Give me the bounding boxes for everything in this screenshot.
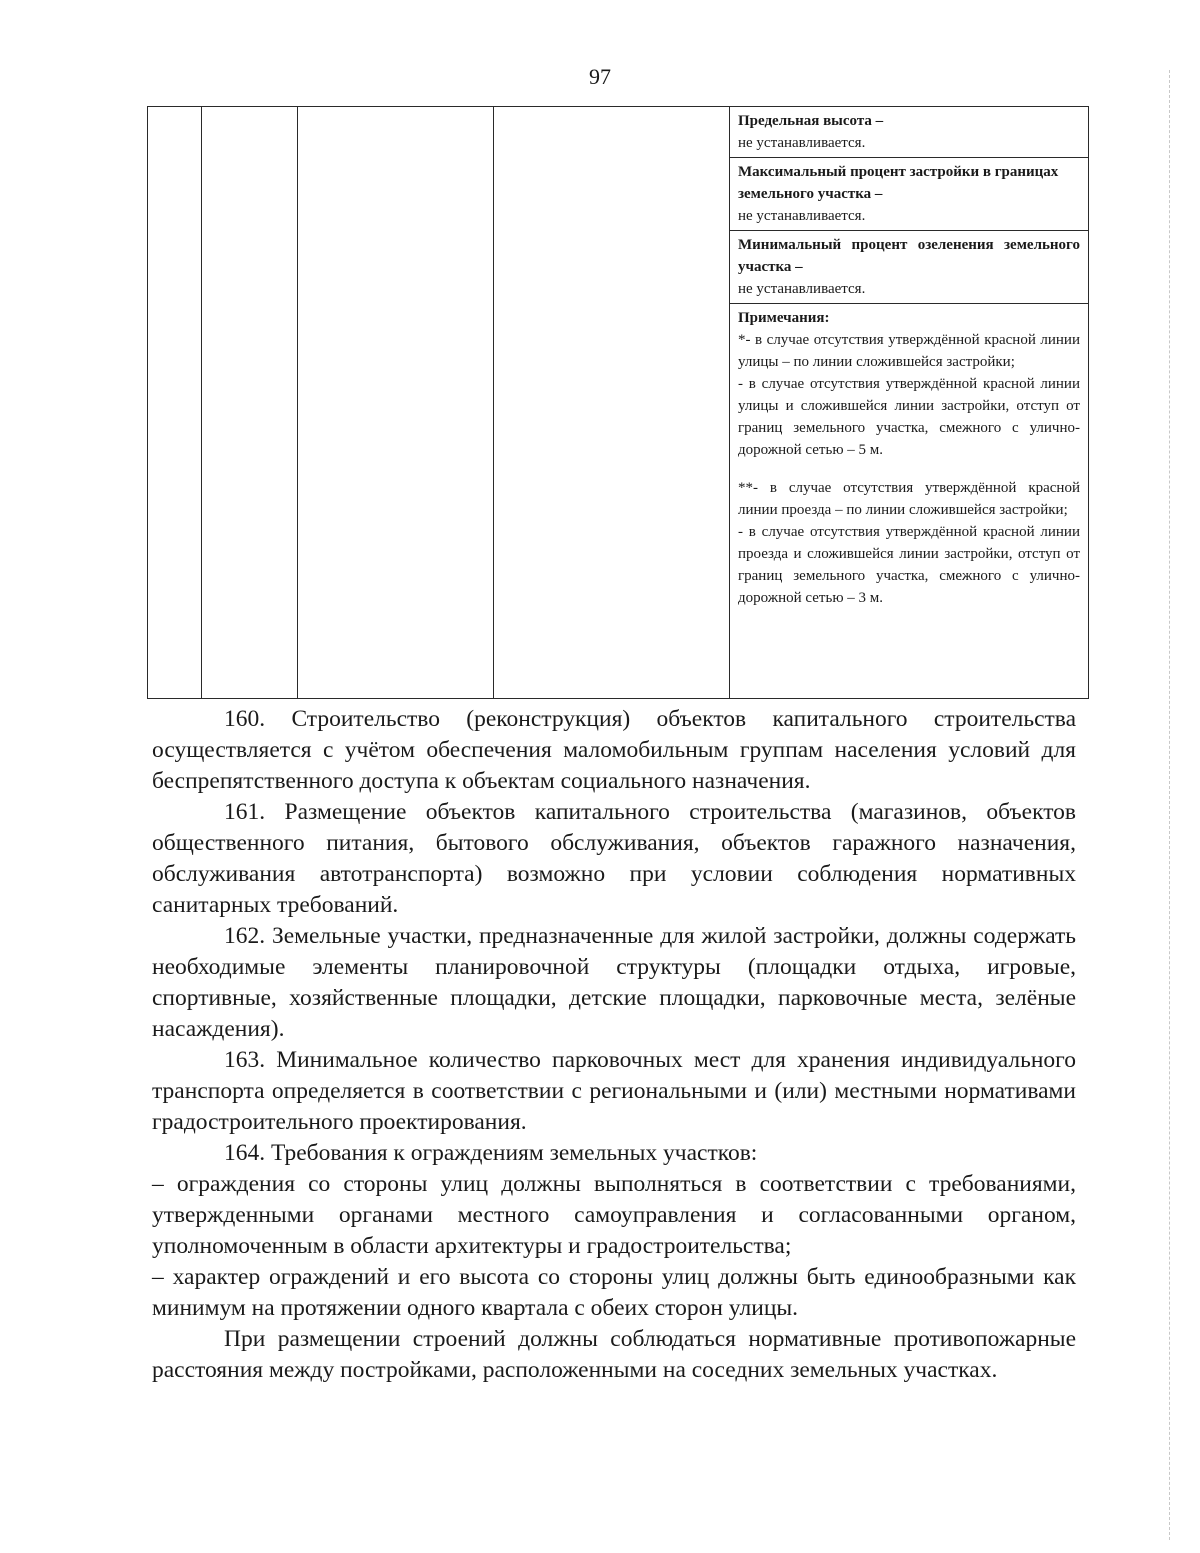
note-item: - в случае отсутствия утверждённой красной линии проезда и сложившейся линии застройки, отступ от границ земельного участка, смежного с улично-дорожной сетью – 3 м.	[738, 524, 1080, 606]
paragraph-fire-distance: При размещении строений должны соблюдаться нормативные противопожарные расстояния между постройками, расположенными на соседних земельных участках.	[152, 1326, 1076, 1383]
notes-title: Примечания:	[738, 310, 830, 326]
param-value: не устанавливается.	[738, 208, 866, 224]
note-item: - в случае отсутствия утверждённой красной линии улицы и сложившейся линии застройки, отступ от границ земельного участка, смежного с улично-дорожной сетью – 5 м.	[738, 376, 1080, 458]
page-number: 97	[589, 64, 611, 89]
table-cell-parameters	[730, 107, 1089, 699]
param-title: Минимальный процент озеленения земельного участка –	[738, 237, 1080, 275]
param-value: не устанавливается.	[738, 281, 866, 297]
param-block-coverage	[730, 158, 1088, 231]
param-block-height	[730, 107, 1088, 158]
paragraph-162: 162. Земельные участки, предназначенные для жилой застройки, должны содержать необходимые элементы планировочной структуры (площадки отдыха, игровые, спортивные, хозяйственные площадки, детские площадки, парковочные места, зелёные насаждения).	[152, 923, 1076, 1042]
scan-edge-line	[1169, 70, 1170, 1540]
note-item: **- в случае отсутствия утверждённой красной линии проезда – по линии сложившейся застройки;	[738, 480, 1080, 518]
table-cell-use	[298, 107, 494, 699]
param-block-greening	[730, 231, 1088, 304]
paragraph-163: 163. Минимальное количество парковочных мест для хранения индивидуального транспорта определяется в соответствии с региональными и (или) местными нормативами градостроительного проектирования.	[152, 1047, 1076, 1135]
table-row	[148, 107, 1089, 699]
paragraph-161: 161. Размещение объектов капитального строительства (магазинов, объектов общественного питания, бытового обслуживания, объектов гаражного назначения, обслуживания автотранспорта) возможно при условии соблюдения нормативных санитарных требований.	[152, 799, 1076, 918]
table-cell-code	[202, 107, 298, 699]
notes-block	[730, 304, 1088, 612]
paragraph-164: 164. Требования к ограждениям земельных участков:	[224, 1140, 758, 1166]
paragraph-160: 160. Строительство (реконструкция) объектов капитального строительства осуществляется с учётом обеспечения маломобильным группам населения условий для беспрепятственного доступа к объектам социального назначения.	[152, 706, 1076, 794]
table-cell-number	[148, 107, 202, 699]
document-body	[152, 704, 1076, 1386]
param-value: не устанавливается.	[738, 135, 866, 151]
note-item: *- в случае отсутствия утверждённой красной линии улицы – по линии сложившейся застройки;	[738, 332, 1080, 370]
param-title: Максимальный процент застройки в границах земельного участка –	[738, 164, 1059, 202]
list-item: – ограждения со стороны улиц должны выполняться в соответствии с требованиями, утвержденными органами местного самоуправления и согласованными органом, уполномоченным в области архитектуры и градостроительства;	[152, 1171, 1076, 1259]
param-title: Предельная высота –	[738, 113, 884, 129]
zoning-table	[147, 106, 1089, 699]
list-item: – характер ограждений и его высота со стороны улиц должны быть единообразными как минимум на протяжении одного квартала с обеих сторон улицы.	[152, 1264, 1076, 1321]
table-cell-description	[494, 107, 730, 699]
